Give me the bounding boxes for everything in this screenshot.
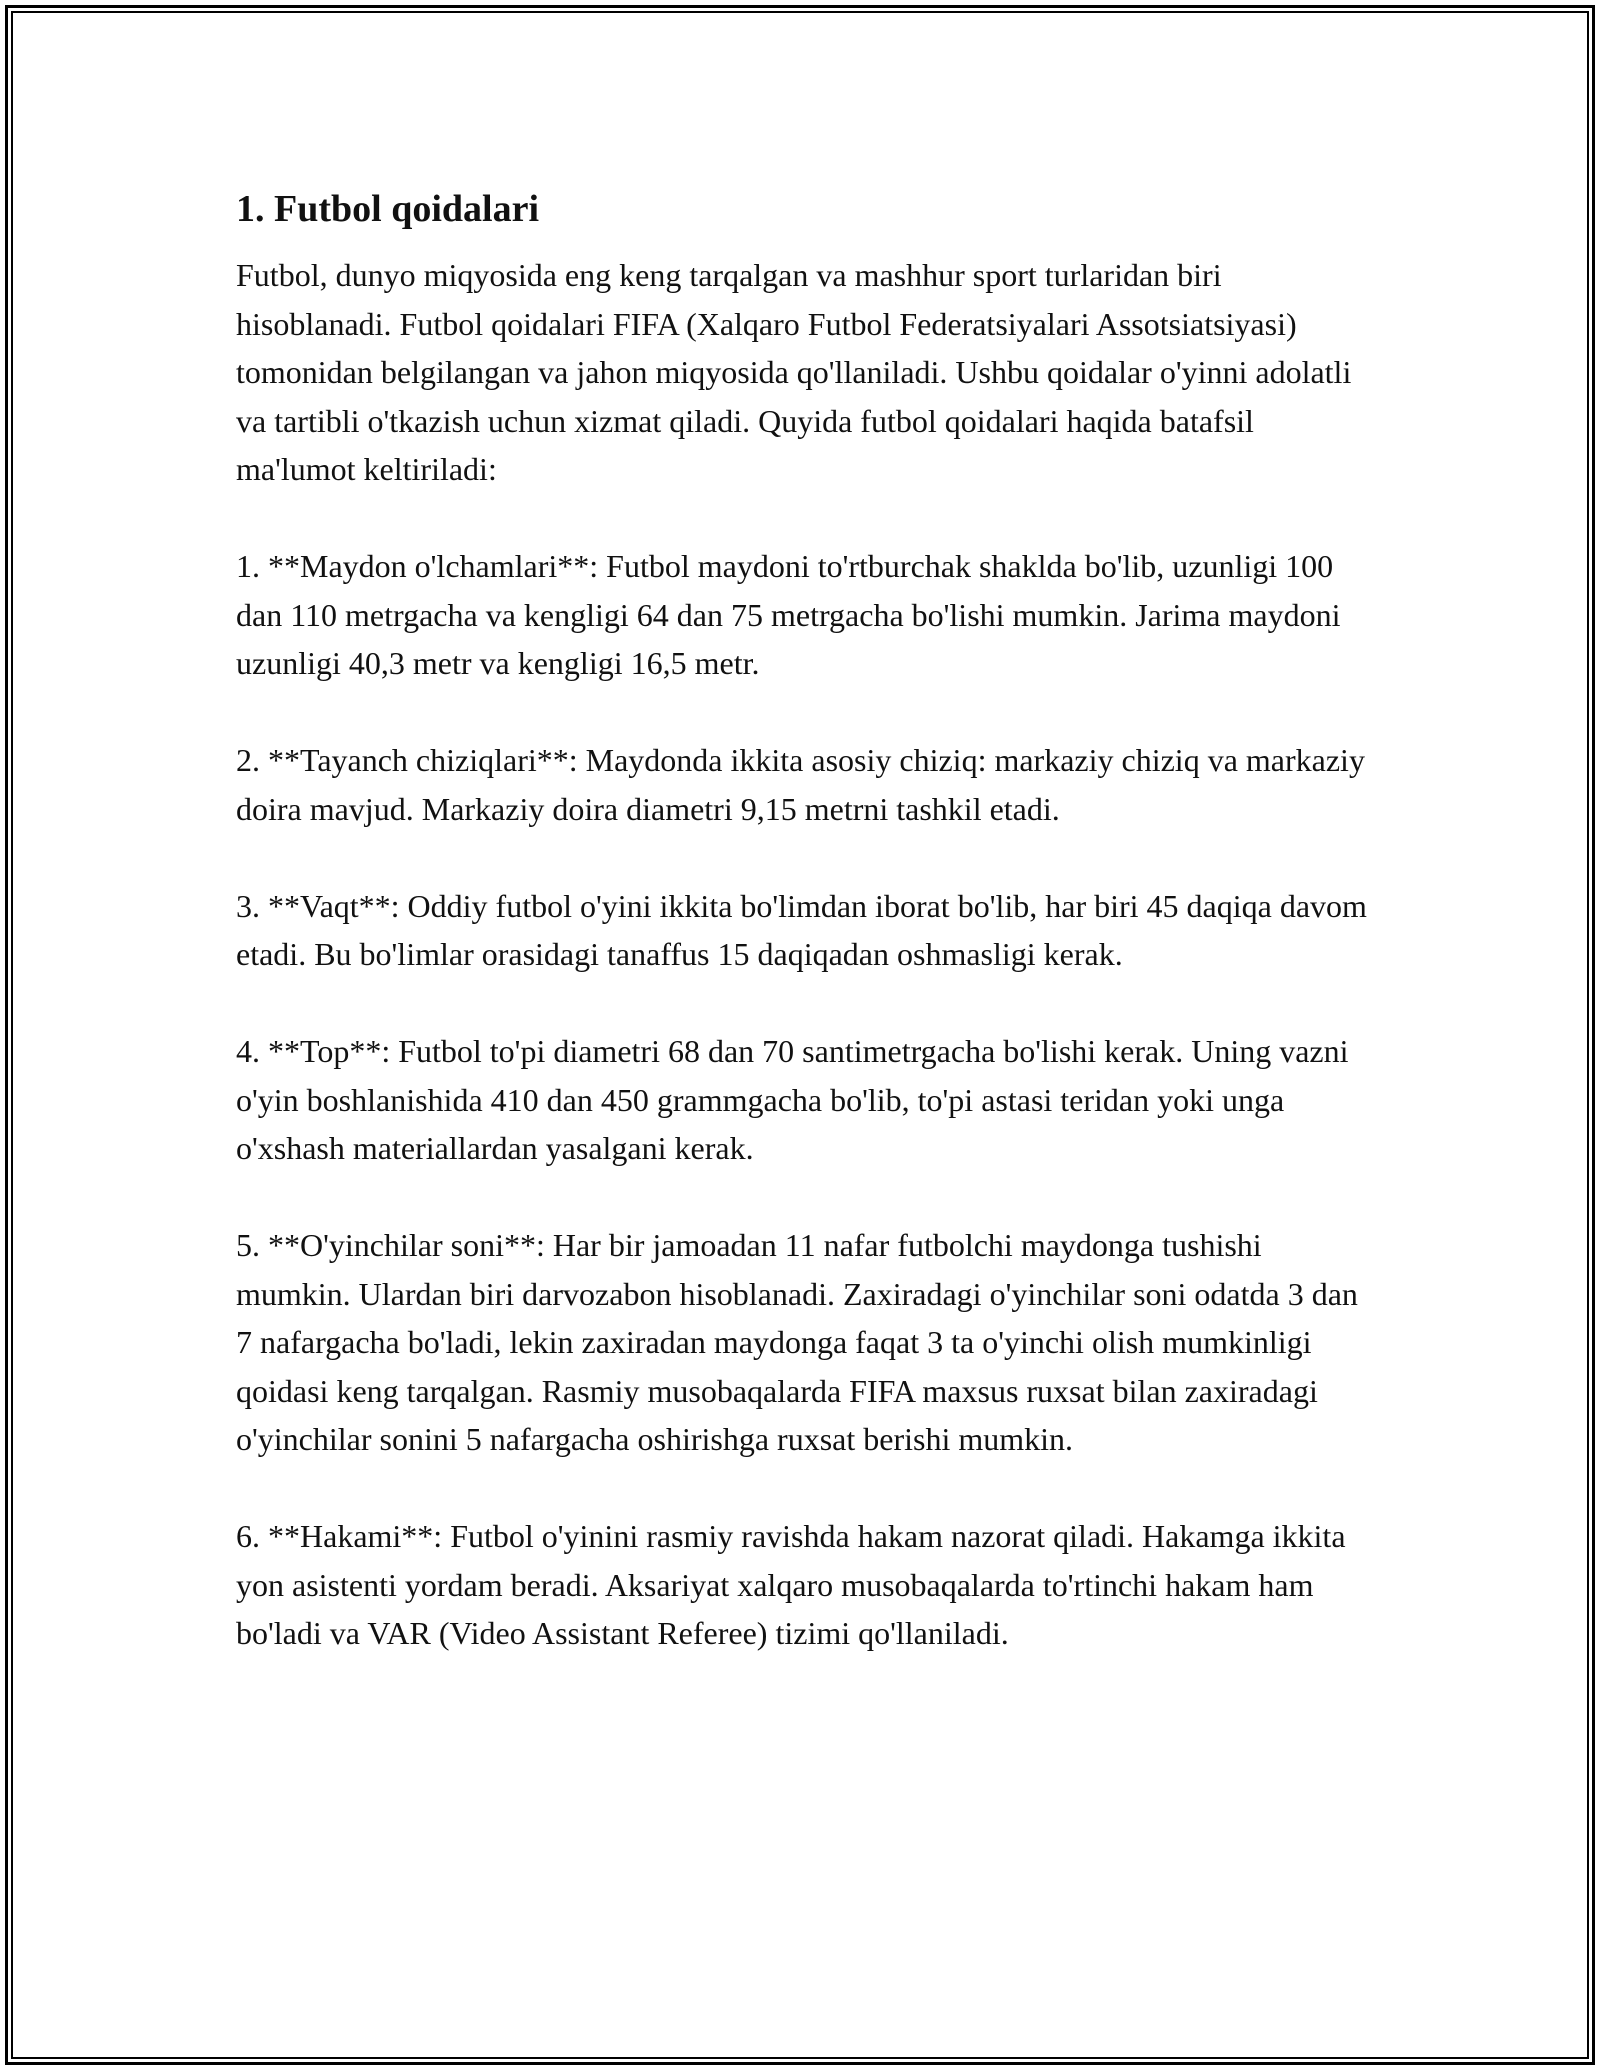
rule-item-6: 6. **Hakami**: Futbol o'yinini rasmiy ravishda hakam nazorat qiladi. Hakamga ikkita yon asistenti yordam beradi. Aksariyat xalqaro musobaqalarda to'rtinchi hakam ham bo'ladi va VAR (Video Assistant Referee) tizimi qo'llaniladi.: [236, 1518, 1346, 1651]
document-title: 1. Futbol qoidalari: [236, 188, 539, 230]
rule-item-5: 5. **O'yinchilar soni**: Har bir jamoadan 11 nafar futbolchi maydonga tushishi mumkin. Ulardan biri darvozabon hisoblanadi. Zaxiradagi o'yinchilar soni odatda 3 dan 7 nafargacha bo'ladi, lekin zaxiradan maydonga faqat 3 ta o'yinchi olish mumkinligi qoidasi keng tarqalgan. Rasmiy musobaqalarda FIFA maxsus ruxsat bilan zaxiradagi o'yinchilar sonini 5 nafargacha oshirishga ruxsat berishi mumkin.: [236, 1227, 1358, 1457]
document-body: [236, 185, 1376, 1658]
rule-item-2: 2. **Tayanch chiziqlari**: Maydonda ikkita asosiy chiziq: markaziy chiziq va markaziy doira mavjud. Markaziy doira diametri 9,15 metrni tashkil etadi.: [236, 742, 1365, 827]
rule-item-3: 3. **Vaqt**: Oddiy futbol o'yini ikkita bo'limdan iborat bo'lib, har biri 45 daqiqa davom etadi. Bu bo'limlar orasidagi tanaffus 15 daqiqadan oshmasligi kerak.: [236, 887, 1367, 972]
intro-paragraph: Futbol, dunyo miqyosida eng keng tarqalgan va mashhur sport turlaridan biri hisoblanadi. Futbol qoidalari FIFA (Xalqaro Futbol Federatsiyalari Assotsiatsiyasi) tomonidan belgilangan va jahon miqyosida qo'llaniladi. Ushbu qoidalar o'yinni adolatli va tartibli o'tkazish uchun xizmat qiladi. Quyida futbol qoidalari haqida batafsil ma'lumot keltiriladi:: [236, 257, 1352, 487]
rule-item-4: 4. **Top**: Futbol to'pi diametri 68 dan 70 santimetrgacha bo'lishi kerak. Uning vazni o'yin boshlanishida 410 dan 450 grammgacha bo'lib, to'pi astasi teridan yoki unga o'xshash materiallardan yasalgani kerak.: [236, 1033, 1349, 1166]
rule-item-1: 1. **Maydon o'lchamlari**: Futbol maydoni to'rtburchak shaklda bo'lib, uzunligi 100 dan 110 metrgacha va kengligi 64 dan 75 metrgacha bo'lishi mumkin. Jarima maydoni uzunligi 40,3 metr va kengligi 16,5 metr.: [236, 548, 1341, 681]
